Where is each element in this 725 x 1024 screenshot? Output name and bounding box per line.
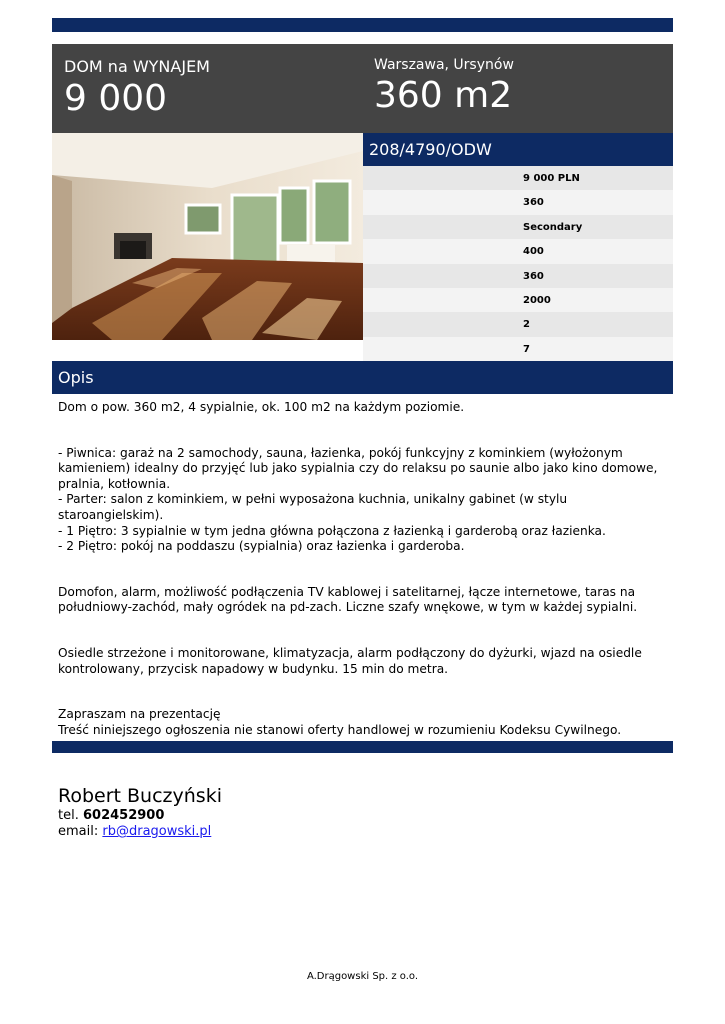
details-table xyxy=(363,166,673,361)
agent-contact xyxy=(58,784,222,840)
description-paragraph: Dom o pow. 360 m2, 4 sypialnie, ok. 100 m2 na każdym poziomie. xyxy=(58,400,465,414)
detail-value: 360 xyxy=(523,270,544,282)
detail-value: Secondary xyxy=(523,221,583,233)
reference-number: 208/4790/ODW xyxy=(369,140,492,159)
header-right xyxy=(374,56,514,117)
section-title: Opis xyxy=(58,368,94,387)
description-line: - Piwnica: garaż na 2 samochody, sauna, łazienka, pokój funkcyjny z kominkiem (wyłożonym kamieniem) idealny do przyjęć lub jako sypialnia czy do relaksu po saunie albo jako kino domowe, pralnia, kotłownia. xyxy=(58,445,658,491)
agent-email-line xyxy=(58,824,222,840)
detail-row xyxy=(363,190,673,214)
detail-row xyxy=(363,264,673,288)
agent-name: Robert Buczyński xyxy=(58,785,222,807)
detail-value: 2000 xyxy=(523,294,551,306)
detail-row xyxy=(363,166,673,190)
description-line: - 2 Piętro: pokój na poddaszu (sypialnia) oraz łazienka i garderoba. xyxy=(58,539,465,554)
detail-value: 9 000 PLN xyxy=(523,173,580,184)
living-room-photo xyxy=(52,133,363,340)
email-label: email: xyxy=(58,824,99,839)
agent-phone-line xyxy=(58,808,222,824)
listing-type: DOM na WYNAJEM xyxy=(64,57,210,76)
footer-company: A.Drągowski Sp. z o.o. xyxy=(306,971,419,982)
detail-value: 360 xyxy=(523,197,544,209)
detail-row xyxy=(363,239,673,263)
detail-row xyxy=(363,312,673,336)
description-line: - Parter: salon z kominkiem, w pełni wyposażona kuchnia, unikalny gabinet (w stylu staroangielskim). xyxy=(58,492,568,522)
description-line: Treść niniejszego ogłoszenia nie stanowi oferty handlowej w rozumieniu Kodeksu Cywilnego. xyxy=(58,722,622,737)
top-bar xyxy=(52,18,673,32)
header-left xyxy=(64,57,210,120)
divider-bar xyxy=(52,741,673,753)
listing-area: 360 m2 xyxy=(374,75,513,116)
detail-value: 7 xyxy=(523,343,530,355)
phone-label: tel. xyxy=(58,808,79,823)
reference-bar xyxy=(363,133,673,166)
description-line: - 1 Piętro: 3 sypialnie w tym jedna główna połączona z łazienką i garderobą oraz łazienka. xyxy=(58,523,606,538)
agent-phone: 602452900 xyxy=(82,808,165,823)
property-photo xyxy=(52,133,363,340)
description-paragraph: Osiedle strzeżone i monitorowane, klimatyzacja, alarm podłączony do dyżurki, wjazd na osiedle kontrolowany, przycisk napadowy w budynku. 15 min do metra. xyxy=(58,645,642,676)
listing-location: Warszawa, Ursynów xyxy=(374,57,514,73)
description-line: Zapraszam na prezentację xyxy=(58,707,221,722)
description-paragraph: Domofon, alarm, możliwość podłączenia TV kablowej i satelitarnej, łącze internetowe, taras na południowy-zachód, mały ogródek na pd-zach. Liczne szafy wnękowe, w tym w każdej sypialni. xyxy=(58,584,638,615)
detail-value: 400 xyxy=(523,246,544,258)
detail-value: 2 xyxy=(523,319,530,331)
detail-row xyxy=(363,288,673,312)
detail-row xyxy=(363,215,673,239)
description xyxy=(58,400,670,738)
listing-header xyxy=(52,44,673,133)
section-header xyxy=(52,361,673,394)
agent-email-link[interactable]: rb@dragowski.pl xyxy=(102,824,212,839)
detail-row xyxy=(363,337,673,361)
listing-price: 9 000 xyxy=(64,78,168,119)
